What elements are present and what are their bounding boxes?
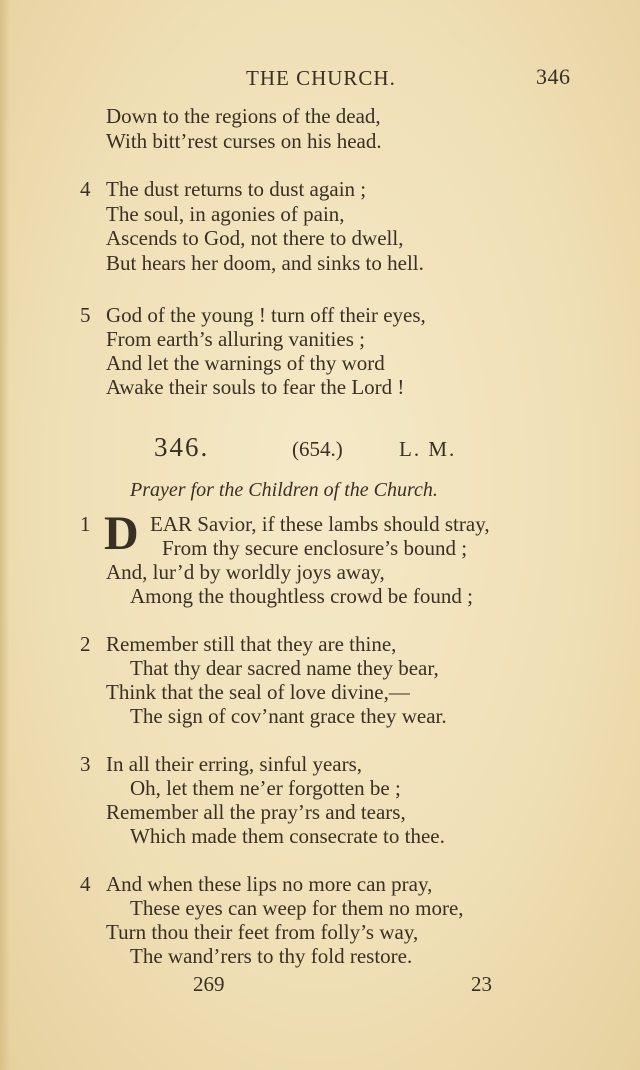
verse-line: EAR Savior, if these lambs should stray, (150, 512, 490, 536)
running-header-title: THE CHURCH. (246, 66, 396, 90)
verse-line: Ascends to God, not there to dwell, (106, 226, 404, 250)
verse-line: The sign of cov’nant grace they wear. (130, 704, 447, 728)
verse-number: 3 (80, 752, 91, 776)
verse-line: Think that the seal of love divine,— (106, 680, 410, 704)
verse-line: These eyes can weep for them no more, (130, 896, 464, 920)
verse-line: Remember still that they are thine, (106, 632, 397, 656)
drop-cap: D (104, 507, 139, 560)
verse-number: 5 (80, 303, 91, 327)
verse-line: Remember all the pray’rs and tears, (106, 800, 406, 824)
verse-number: 1 (80, 512, 91, 536)
verse-line: Down to the regions of the dead, (106, 104, 381, 128)
verse-line: And, lur’d by worldly joys away, (106, 560, 385, 584)
verse-line: Awake their souls to fear the Lord ! (106, 375, 405, 399)
running-header-hymn-number: 346 (536, 64, 571, 89)
page-edge-shadow (0, 0, 10, 1070)
verse-line: Oh, let them ne’er forgotten be ; (130, 776, 401, 800)
verse-number: 4 (80, 872, 91, 896)
hymn-title: Prayer for the Children of the Church. (130, 479, 438, 501)
verse-line: And when these lips no more can pray, (106, 872, 433, 896)
verse-number: 2 (80, 632, 91, 656)
verse-line: Which made them consecrate to thee. (130, 824, 445, 848)
verse-line: But hears her doom, and sinks to hell. (106, 251, 424, 275)
footer-signature-mark: 23 (471, 972, 492, 996)
verse-line: God of the young ! turn off their eyes, (106, 303, 426, 327)
verse-line: That thy dear sacred name they bear, (130, 656, 439, 680)
verse-line: From earth’s alluring vanities ; (106, 327, 365, 351)
verse-line: The wand’rers to thy fold restore. (130, 944, 413, 968)
tune-number: (654.) (292, 437, 343, 461)
hymn-number: 346. (154, 432, 210, 462)
footer-page-number: 269 (193, 972, 225, 996)
hymn-meter: L. M. (399, 437, 457, 461)
verse-line: From thy secure enclosure’s bound ; (162, 536, 468, 560)
verse-number: 4 (80, 177, 91, 201)
verse-line: In all their erring, sinful years, (106, 752, 362, 776)
verse-line: And let the warnings of thy word (106, 351, 385, 375)
verse-line: Among the thoughtless crowd be found ; (130, 584, 473, 608)
verse-line: Turn thou their feet from folly’s way, (106, 920, 419, 944)
verse-line: The dust returns to dust again ; (106, 177, 367, 201)
verse-line: With bitt’rest curses on his head. (106, 129, 382, 153)
verse-line: The soul, in agonies of pain, (106, 202, 345, 226)
